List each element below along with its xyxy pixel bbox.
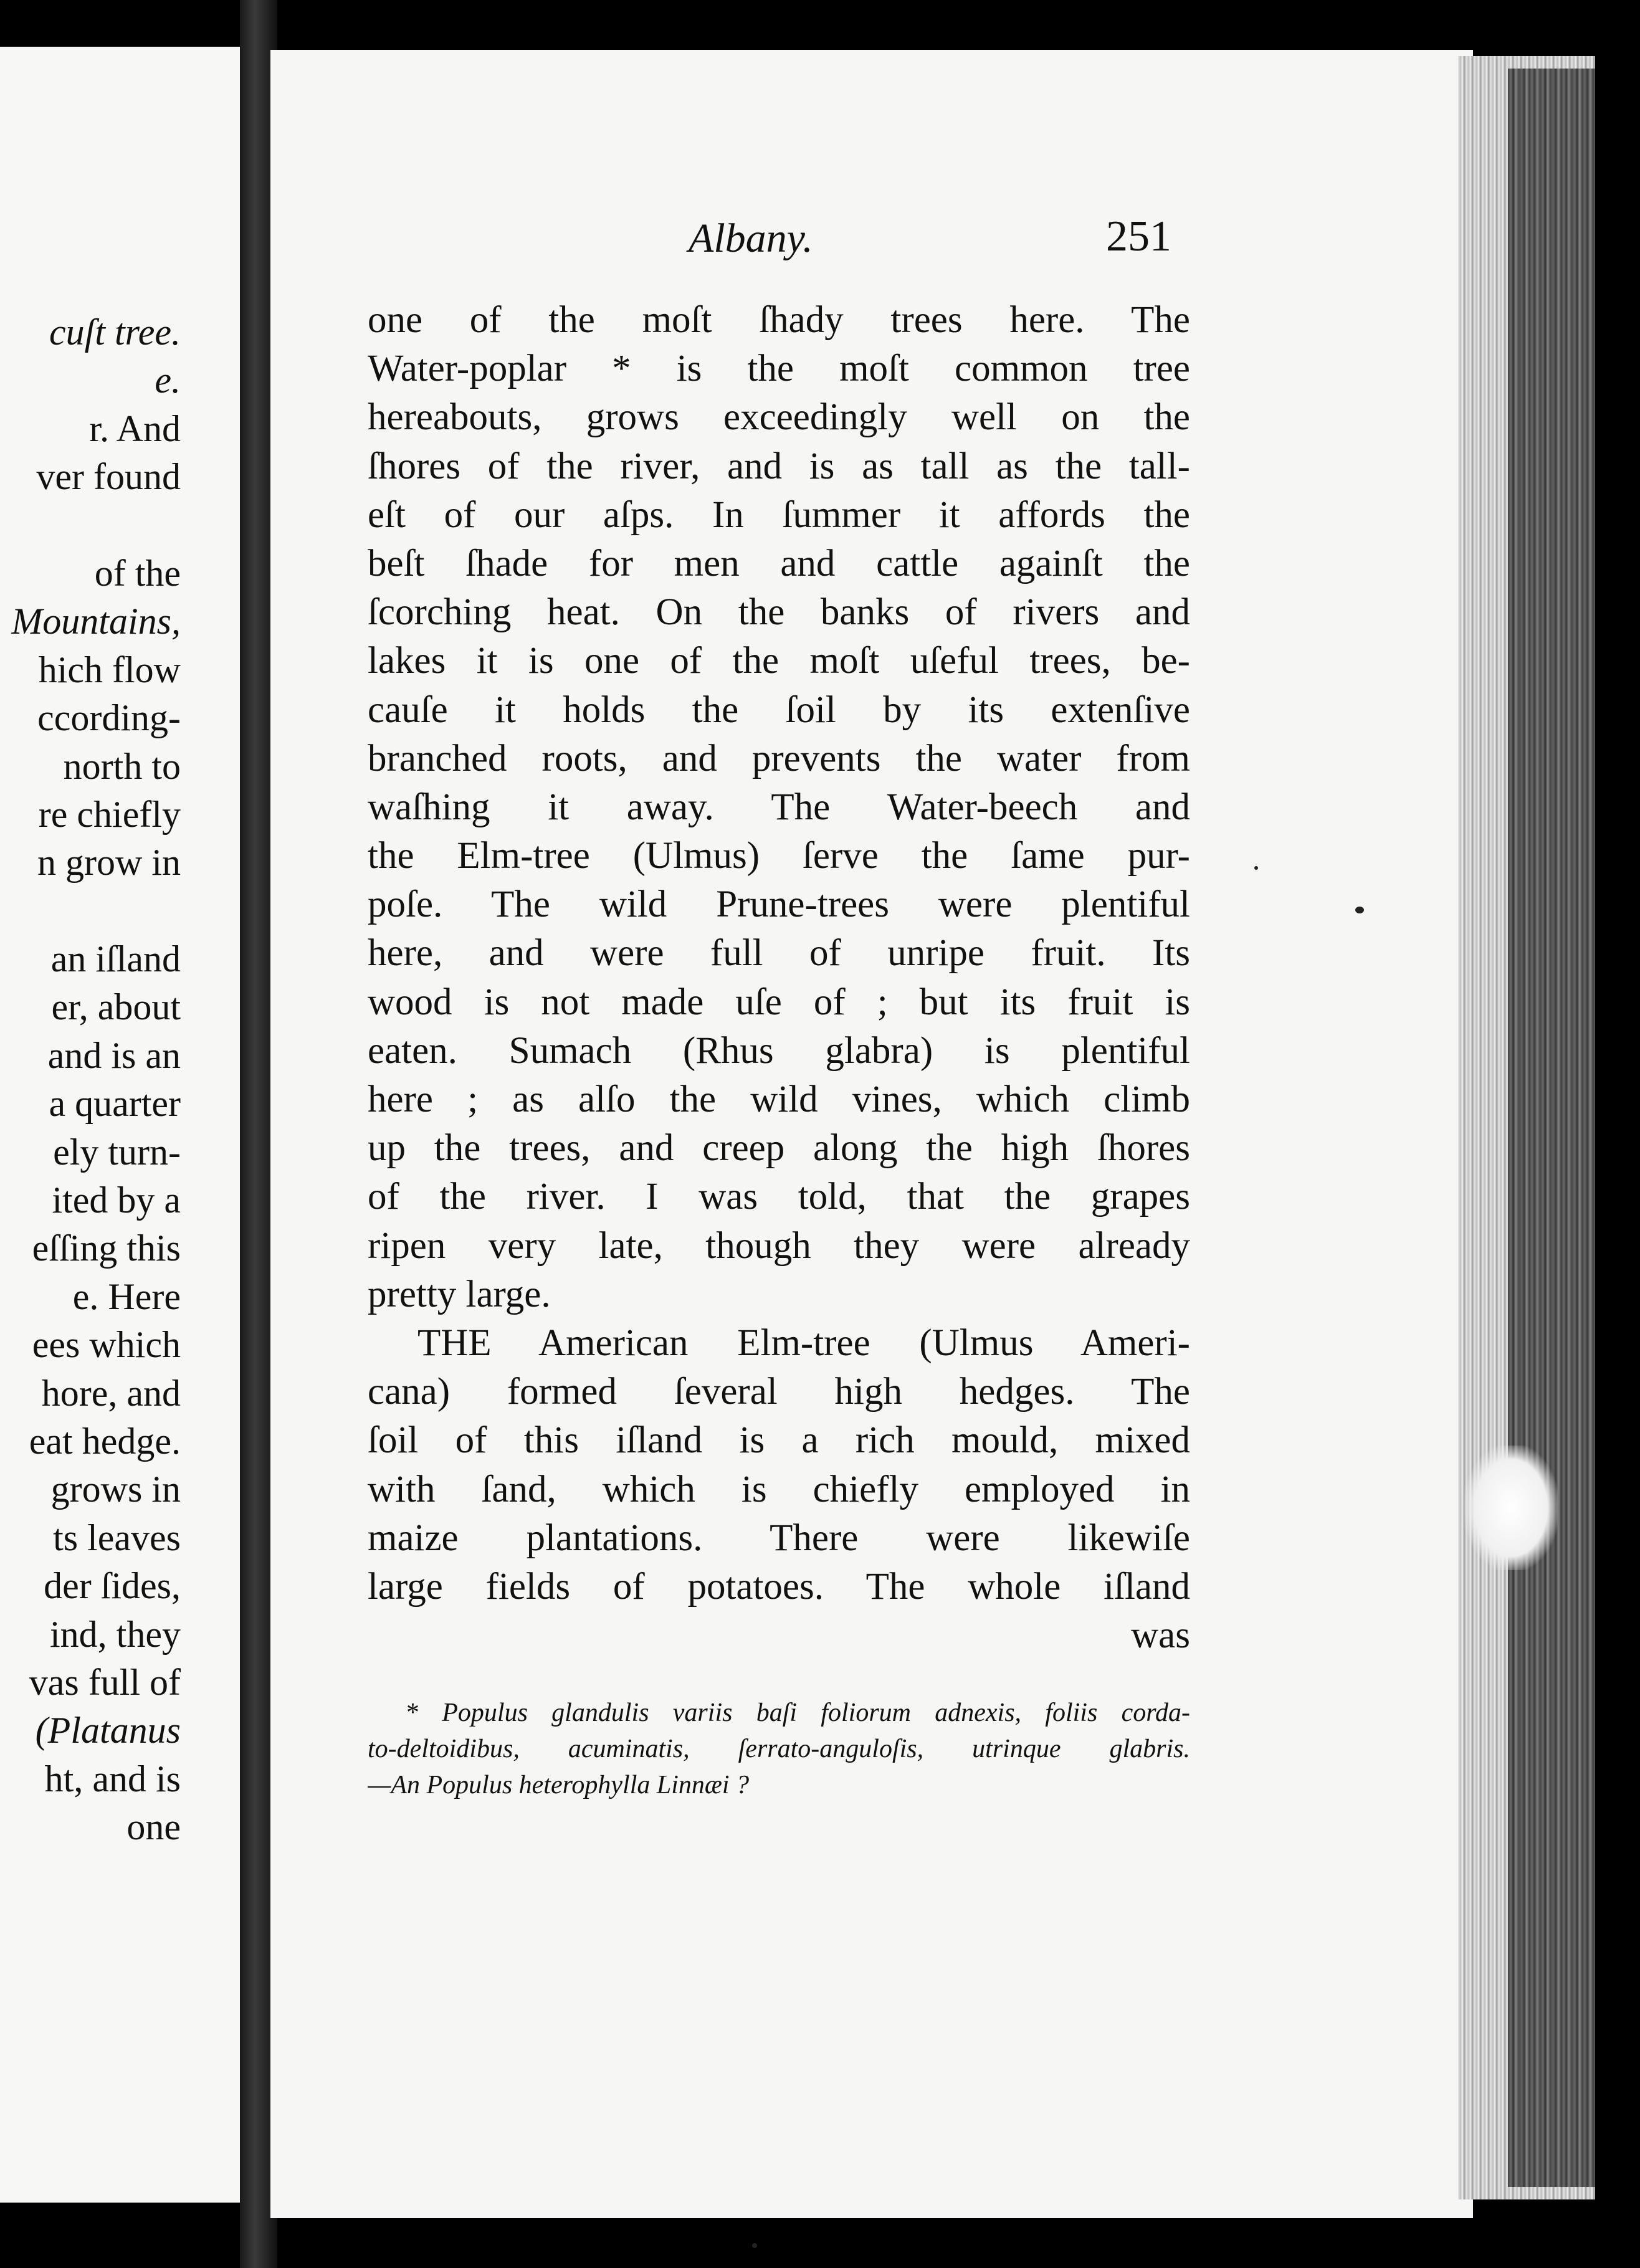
left-line-3: r. And [89, 407, 181, 449]
left-line-8: ccording- [37, 697, 181, 739]
body-line-17: here ; as alſo the wild vines, which climb [368, 1079, 1190, 1120]
left-page-text [0, 308, 181, 1852]
left-line-15: a quarter [49, 1083, 181, 1125]
body-line-15: wood is not made uſe of ; but its fruit is [368, 981, 1190, 1023]
body-line-7: ſcorching heat. On the banks of rivers and [368, 591, 1190, 634]
body-line-9: cauſe it holds the ſoil by its extenſive [368, 688, 1190, 731]
body-line-1: one of the moſt ſhady trees here. The [368, 299, 1190, 341]
body-line-13: poſe. The wild Prune-trees were plentiful [368, 884, 1190, 926]
left-line-9: north to [63, 745, 181, 787]
footnote-line-1: * Populus glandulis variis baſi foliorum adnexis, foliis corda- [405, 1699, 1190, 1727]
page-number: 251 [1106, 212, 1171, 260]
body-line-12: the Elm-tree (Ulmus) ſerve the ſame pur- [368, 835, 1190, 877]
left-line-4: ver found [36, 456, 181, 498]
body-line-25: with ſand, which is chiefly employed in [368, 1468, 1190, 1510]
left-line-14: and is an [47, 1034, 181, 1076]
body-line-10: branched roots, and prevents the water from [368, 737, 1190, 779]
left-line-11: n grow in [37, 842, 181, 884]
left-line-29: ht, and is [44, 1758, 181, 1799]
body-line-18: up the trees, and creep along the high ſhores [368, 1127, 1190, 1170]
left-line-2: e. [155, 360, 181, 401]
running-head: Albany. [689, 216, 813, 261]
body-line-26: maize plantations. There were likewiſe [368, 1517, 1190, 1559]
left-line-17: ited by a [52, 1179, 181, 1221]
body-line-6: beſt ſhade for men and cattle againſt the [368, 542, 1190, 584]
body-line-5: eſt of our aſps. In ſummer it affords the [368, 493, 1190, 536]
paper-stain [1464, 1446, 1558, 1570]
ink-speck [1254, 866, 1258, 870]
left-line-7: hich flow [38, 649, 181, 690]
footnote-line-3: —An Populus heterophylla Linnæi ? [368, 1771, 750, 1799]
left-line-21: hore, and [41, 1372, 181, 1414]
left-line-13: er, about [51, 986, 181, 1028]
left-line-gap-2 [0, 887, 181, 935]
left-line-30: one [126, 1806, 181, 1848]
left-line-24: ts leaves [53, 1517, 181, 1558]
left-line-10: re chiefly [38, 793, 181, 835]
body-line-24: ſoil of this iſland is a rich mould, mixed [368, 1419, 1190, 1462]
body-line-21: pretty large. [368, 1273, 551, 1315]
page-edges-shadow [1508, 69, 1595, 2187]
body-line-22: THE American Elm-tree (Ulmus Ameri- [417, 1322, 1190, 1364]
left-line-19: e. Here [72, 1275, 181, 1317]
body-line-23: cana) formed ſeveral high hedges. The [368, 1371, 1190, 1413]
left-line-25: der ſides, [44, 1565, 181, 1607]
left-line-gap-1 [0, 502, 181, 550]
left-line-23: grows in [50, 1469, 181, 1510]
body-line-20: ripen very late, though they were already [368, 1224, 1190, 1267]
body-line-16: eaten. Sumach (Rhus glabra) is plentiful [368, 1029, 1190, 1072]
body-line-14: here, and were full of unripe fruit. Its [368, 932, 1190, 974]
body-line-11: waſhing it away. The Water-beech and [368, 786, 1190, 828]
catchword: was [1131, 1614, 1190, 1657]
left-line-28: (Platanus [35, 1710, 181, 1751]
body-line-19: of the river. I was told, that the grapes [368, 1176, 1190, 1218]
left-line-20: ees which [32, 1324, 181, 1366]
footnote-line-2: to-deltoidibus, acuminatis, ſerrato-anguloſis, utrinque glabris. [368, 1735, 1190, 1763]
body-line-2: Water-poplar * is the moſt common tree [368, 348, 1190, 390]
footnote [368, 1695, 1190, 1803]
ink-speck [752, 2243, 757, 2248]
body-line-3: hereabouts, grows exceedingly well on the [368, 396, 1190, 439]
left-line-6: Mountains, [11, 601, 181, 642]
left-line-26: ind, they [50, 1613, 181, 1655]
left-line-16: ely turn- [53, 1131, 181, 1173]
body-line-8: lakes it is one of the moſt uſeful trees, be- [368, 640, 1190, 682]
left-line-12: an iſland [50, 938, 181, 980]
body-text [368, 296, 1190, 1660]
left-line-5: of the [94, 552, 181, 594]
left-line-1: cuſt tree. [49, 312, 181, 353]
left-line-27: vas full of [29, 1661, 181, 1703]
ink-speck [1355, 907, 1364, 913]
body-line-4: ſhores of the river, and is as tall as the tall- [368, 445, 1190, 487]
left-facing-page [0, 47, 240, 2203]
left-line-22: eat hedge. [29, 1420, 181, 1462]
left-line-18: eſſing this [32, 1227, 181, 1269]
body-line-27: large fields of potatoes. The whole iſland [368, 1565, 1190, 1608]
